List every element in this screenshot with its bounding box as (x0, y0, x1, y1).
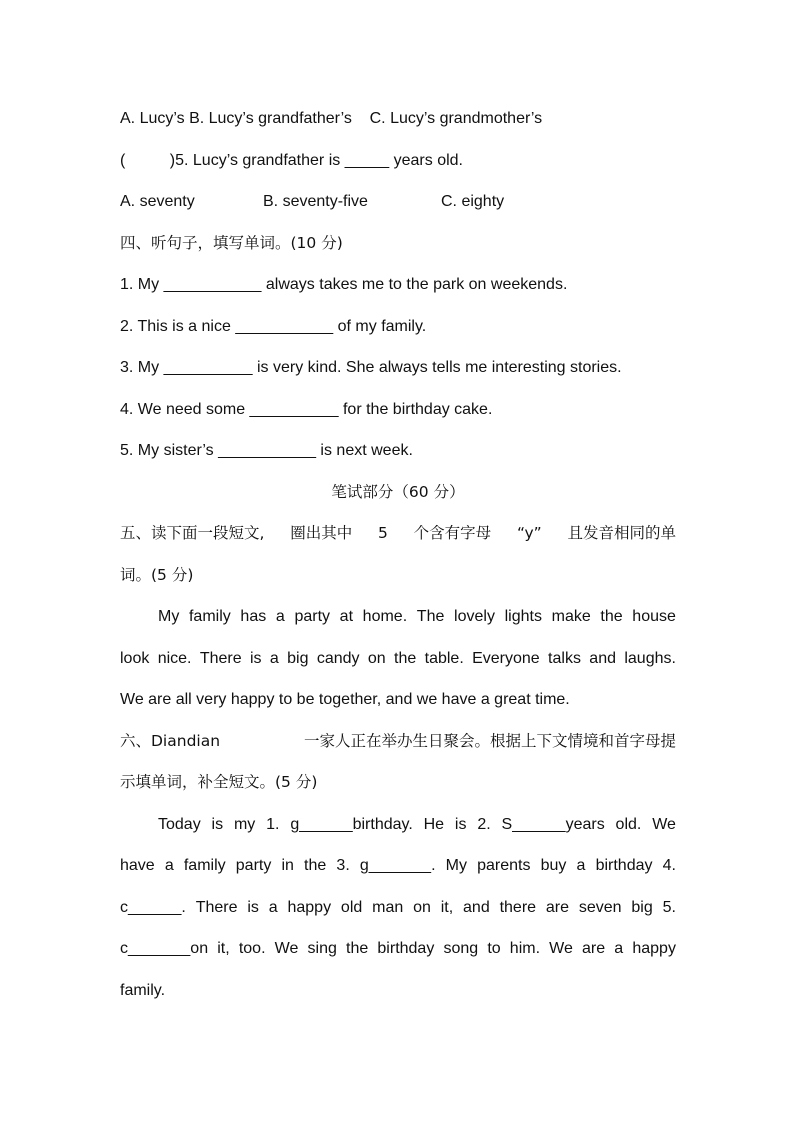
word: big (287, 649, 309, 667)
word: and (589, 649, 616, 667)
word: in (281, 857, 294, 874)
section-4-item: 5. My sister’s ___________ is next week. (120, 442, 413, 459)
word: party (235, 857, 272, 874)
word: c_______on (120, 940, 209, 957)
section-6-passage-line (120, 806, 676, 848)
option-a: A. seventy (120, 193, 195, 210)
word: The (416, 608, 445, 625)
word: my (233, 815, 256, 833)
section-5-passage-line (120, 640, 676, 682)
word: table. (424, 649, 464, 667)
word: happy (287, 898, 332, 916)
word: family (183, 857, 226, 874)
section-6-passage-line (120, 847, 676, 889)
word: 3. (336, 857, 350, 874)
word: Today (158, 815, 201, 833)
word: is (454, 815, 467, 833)
word: is (249, 649, 262, 667)
section-4-item: 1. My ___________ always takes me to the park on weekends. (120, 276, 568, 293)
word: parents (477, 857, 531, 874)
word: look (120, 649, 150, 667)
word: 1. (266, 815, 280, 833)
word: and (463, 898, 490, 916)
word: We (652, 815, 676, 833)
word: the (394, 649, 417, 667)
question-5 (120, 142, 676, 184)
word: a (275, 608, 285, 625)
word: S______years (501, 815, 605, 833)
word: 5. (662, 898, 676, 916)
word: him. (509, 940, 541, 957)
word: a (576, 857, 586, 874)
word: 4. (662, 857, 676, 874)
word: laughs. (624, 649, 676, 667)
word: has (240, 608, 267, 625)
word: is (211, 815, 224, 833)
word: birthday (595, 857, 653, 874)
option-b: B. seventy-five (263, 193, 368, 210)
word: There (195, 898, 238, 916)
word: lovely (454, 608, 495, 625)
section-5-title-cont: 词。(5 分) (120, 565, 194, 584)
section-4-title: 四、听句子，填写单词。(10 分) (120, 233, 343, 252)
word: birthday (377, 940, 435, 957)
word: song (443, 940, 479, 957)
word: it, (217, 940, 230, 957)
word: a (269, 649, 279, 667)
word: home. (362, 608, 408, 625)
word: a (268, 898, 278, 916)
section-5-passage-line: We are all very happy to be together, and we have a great time. (120, 691, 570, 708)
word: too. (238, 940, 266, 957)
question-5-options (120, 183, 676, 225)
word: lights (504, 608, 542, 625)
word: family (188, 608, 231, 625)
section-6-passage-line (120, 889, 676, 931)
section-6-title (120, 723, 676, 765)
word: We (274, 940, 299, 957)
word: c______. (120, 898, 186, 916)
word: to (487, 940, 501, 957)
word: buy (540, 857, 567, 874)
word: My (445, 857, 467, 874)
word: 个含有字母 (413, 524, 492, 542)
word: 六、Diandian (120, 731, 221, 750)
word: are (582, 940, 606, 957)
word: man (372, 898, 404, 916)
question-5-text: 5. Lucy’s grandfather is _____ years old. (175, 151, 463, 169)
word: the (346, 940, 369, 957)
word: is (247, 898, 259, 916)
word: it, (440, 898, 454, 916)
section-4-item: 2. This is a nice ___________ of my family. (120, 317, 427, 335)
word: big (631, 898, 653, 916)
word: talks (548, 649, 581, 667)
section-4-item: 4. We need some __________ for the birthday cake. (120, 400, 493, 418)
word: the (600, 608, 623, 625)
word: are (545, 898, 570, 916)
word: a (164, 857, 174, 874)
word: 5 (378, 524, 388, 542)
question-4-options: A. Lucy’s B. Lucy’s grandfather’s C. Lucy’s grandmother’s (120, 110, 543, 127)
section-6-title-cont: 示填单词，补全短文。(5 分) (120, 773, 318, 791)
word: My (158, 608, 180, 625)
word: on (413, 898, 431, 916)
section-5-title (120, 515, 676, 557)
answer-parentheses[interactable]: ( ) (120, 151, 176, 169)
section-6-passage-line: family. (120, 981, 166, 999)
word: at (339, 608, 354, 625)
section-6-passage-line (120, 930, 676, 972)
word: He (423, 815, 445, 833)
word: 圈出其中 (290, 524, 353, 542)
worksheet-page (120, 100, 676, 1013)
section-4-item: 3. My __________ is very kind. She always tells me interesting stories. (120, 359, 622, 376)
word: 且发音相同的单 (567, 524, 676, 542)
word: make (551, 608, 591, 625)
written-part-heading: 笔试部分（60 分） (331, 482, 465, 501)
word: have (120, 857, 155, 874)
word: on (367, 649, 386, 667)
word: g______birthday. (290, 815, 413, 833)
word: “y” (516, 524, 542, 542)
word: old. (615, 815, 642, 833)
word: a (614, 940, 624, 957)
word: there (499, 898, 537, 916)
word: Everyone (472, 649, 540, 667)
word: the (304, 857, 327, 874)
word: house (632, 608, 676, 625)
word: 五、读下面一段短文, (120, 524, 265, 542)
word: candy (316, 649, 360, 667)
word: old (340, 898, 363, 916)
word: We (549, 940, 573, 957)
word: g_______. (359, 857, 436, 874)
word: 2. (477, 815, 491, 833)
word: party (294, 608, 331, 625)
word: happy (632, 940, 676, 957)
word: sing (307, 940, 337, 957)
section-5-passage-line (120, 598, 676, 640)
word: There (199, 649, 242, 667)
word: seven (578, 898, 622, 916)
word: nice. (157, 649, 192, 667)
option-c: C. eighty (441, 193, 505, 210)
word: 一家人正在举办生日聚会。根据上下文情境和首字母提 (303, 731, 676, 750)
